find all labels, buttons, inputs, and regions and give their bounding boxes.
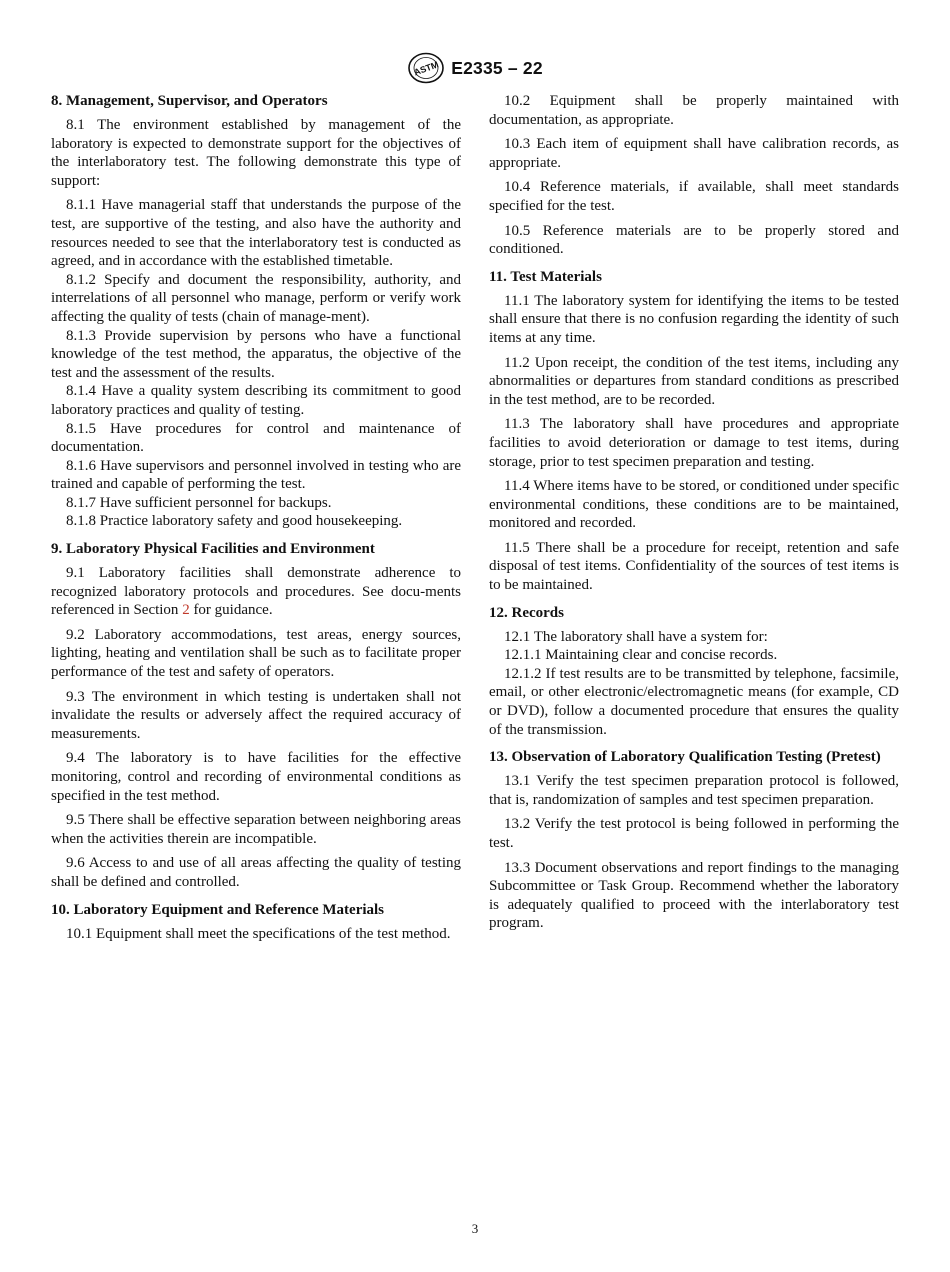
para-10-1: 10.1 Equipment shall meet the specifications of the test method.	[66, 925, 451, 942]
section-8-heading: 8. Management, Supervisor, and Operators	[51, 93, 328, 109]
para-13-3: 13.3 Document observations and report findings to the managing Subcommittee or Task Group. Recommend whether the laboratory is adequately qualified to proceed with the interlaboratory test program.	[489, 859, 899, 932]
section-10-heading: 10. Laboratory Equipment and Reference Materials	[51, 901, 385, 918]
document-id: E2335 – 22	[451, 57, 543, 78]
para-8-1-2: 8.1.2 Specify and document the responsibility, authority, and interrelations of all personnel who manage, perform or verify work affecting the quality of tests (chain of manage-ment).	[51, 271, 461, 325]
para-9-2: 9.2 Laboratory accommodations, test areas, energy sources, lighting, heating and ventilation shall be such as to facilitate proper performance of the test and safety of operators.	[51, 626, 461, 681]
section-13-heading: 13. Observation of Laboratory Qualification Testing (Pretest)	[489, 749, 881, 766]
section-9-heading: 9. Laboratory Physical Facilities and Environment	[51, 541, 375, 558]
para-11-1: 11.1 The laboratory system for identifying the items to be tested shall ensure that there is no confusion regarding the identity of such items at any time.	[489, 292, 899, 346]
para-9-1-text-b: for guidance.	[189, 602, 273, 619]
para-10-4: 10.4 Reference materials, if available, shall meet standards specified for the test.	[489, 179, 899, 214]
para-9-3: 9.3 The environment in which testing is undertaken shall not invalidate the results or adversely affect the required accuracy of measurements.	[51, 688, 461, 742]
para-11-4: 11.4 Where items have to be stored, or conditioned under specific environmental conditions, these conditions are to be maintained, monitored and recorded.	[489, 478, 899, 532]
para-9-1	[51, 564, 461, 620]
para-12-1-2: 12.1.2 If test results are to be transmitted by telephone, facsimile, email, or other electronic/electromagnetic means (for example, CD or DVD), follow a documented procedure that ensures the quality of the transmission.	[489, 665, 899, 738]
right-column	[489, 92, 899, 939]
section-2-link[interactable]: 2	[182, 602, 190, 619]
section-11-heading: 11. Test Materials	[489, 268, 602, 285]
para-9-6: 9.6 Access to and use of all areas affecting the quality of testing shall be defined and controlled.	[51, 855, 461, 890]
section-12-heading: 12. Records	[489, 604, 564, 621]
para-10-2: 10.2 Equipment shall be properly maintained with documentation, as appropriate.	[489, 93, 899, 128]
para-11-3: 11.3 The laboratory shall have procedures and appropriate facilities to avoid deterioration or damage to test items, during storage, prior to test specimen preparation and testing.	[489, 416, 899, 470]
para-8-1-3: 8.1.3 Provide supervision by persons who have a functional knowledge of the test method, the apparatus, the objective of the test and the assessment of the results.	[51, 327, 461, 381]
para-8-1-4: 8.1.4 Have a quality system describing its commitment to good laboratory practices and quality of testing.	[51, 383, 461, 418]
para-13-1: 13.1 Verify the test specimen preparation protocol is followed, that is, randomization of samples and test specimen preparation.	[489, 773, 899, 808]
para-9-4: 9.4 The laboratory is to have facilities for the effective monitoring, control and recording of environmental conditions as specified in the test method.	[51, 750, 461, 804]
para-8-1-1: 8.1.1 Have managerial staff that understands the purpose of the test, are supportive of the testing, and also have the authority and resources needed to see that the interlaboratory test is conducted as agreed, and in accordance with the established timetable.	[51, 197, 461, 270]
para-9-1-text-a: 9.1 Laboratory facilities shall demonstrate adherence to recognized laboratory protocols and procedures. See docu-ments referenced in Section	[51, 565, 461, 619]
page-header	[0, 52, 950, 84]
para-8-1: 8.1 The environment established by management of the laboratory is expected to demonstrate support for the objectives of the interlaboratory test. The following demonstrate this type of support:	[51, 117, 461, 189]
para-8-1-5: 8.1.5 Have procedures for control and maintenance of documentation.	[51, 420, 461, 456]
para-12-1: 12.1 The laboratory shall have a system for:	[504, 628, 768, 645]
para-11-5: 11.5 There shall be a procedure for receipt, retention and safe disposal of test items. Confidentiality of the sources of test items is to be maintained.	[489, 539, 899, 594]
para-11-2: 11.2 Upon receipt, the condition of the test items, including any abnormalities or departures from standard conditions as prescribed in the test method, are to be recorded.	[489, 354, 899, 408]
left-column	[51, 92, 461, 949]
para-12-1-1: 12.1.1 Maintaining clear and concise records.	[504, 647, 778, 664]
para-10-5: 10.5 Reference materials are to be properly stored and conditioned.	[489, 222, 899, 258]
para-8-1-8: 8.1.8 Practice laboratory safety and good housekeeping.	[66, 513, 403, 530]
astm-logo-icon	[407, 52, 445, 84]
para-8-1-6: 8.1.6 Have supervisors and personnel involved in testing who are trained and capable of performing the test.	[51, 457, 461, 493]
astm-logo-text: ASTM	[412, 59, 441, 78]
para-8-1-7: 8.1.7 Have sufficient personnel for backups.	[66, 494, 332, 511]
page-number: 3	[471, 1221, 479, 1236]
para-13-2: 13.2 Verify the test protocol is being followed in performing the test.	[489, 816, 899, 851]
para-10-3: 10.3 Each item of equipment shall have calibration records, as appropriate.	[489, 136, 899, 171]
para-9-5: 9.5 There shall be effective separation between neighboring areas when the activities therein are incompatible.	[51, 812, 461, 847]
